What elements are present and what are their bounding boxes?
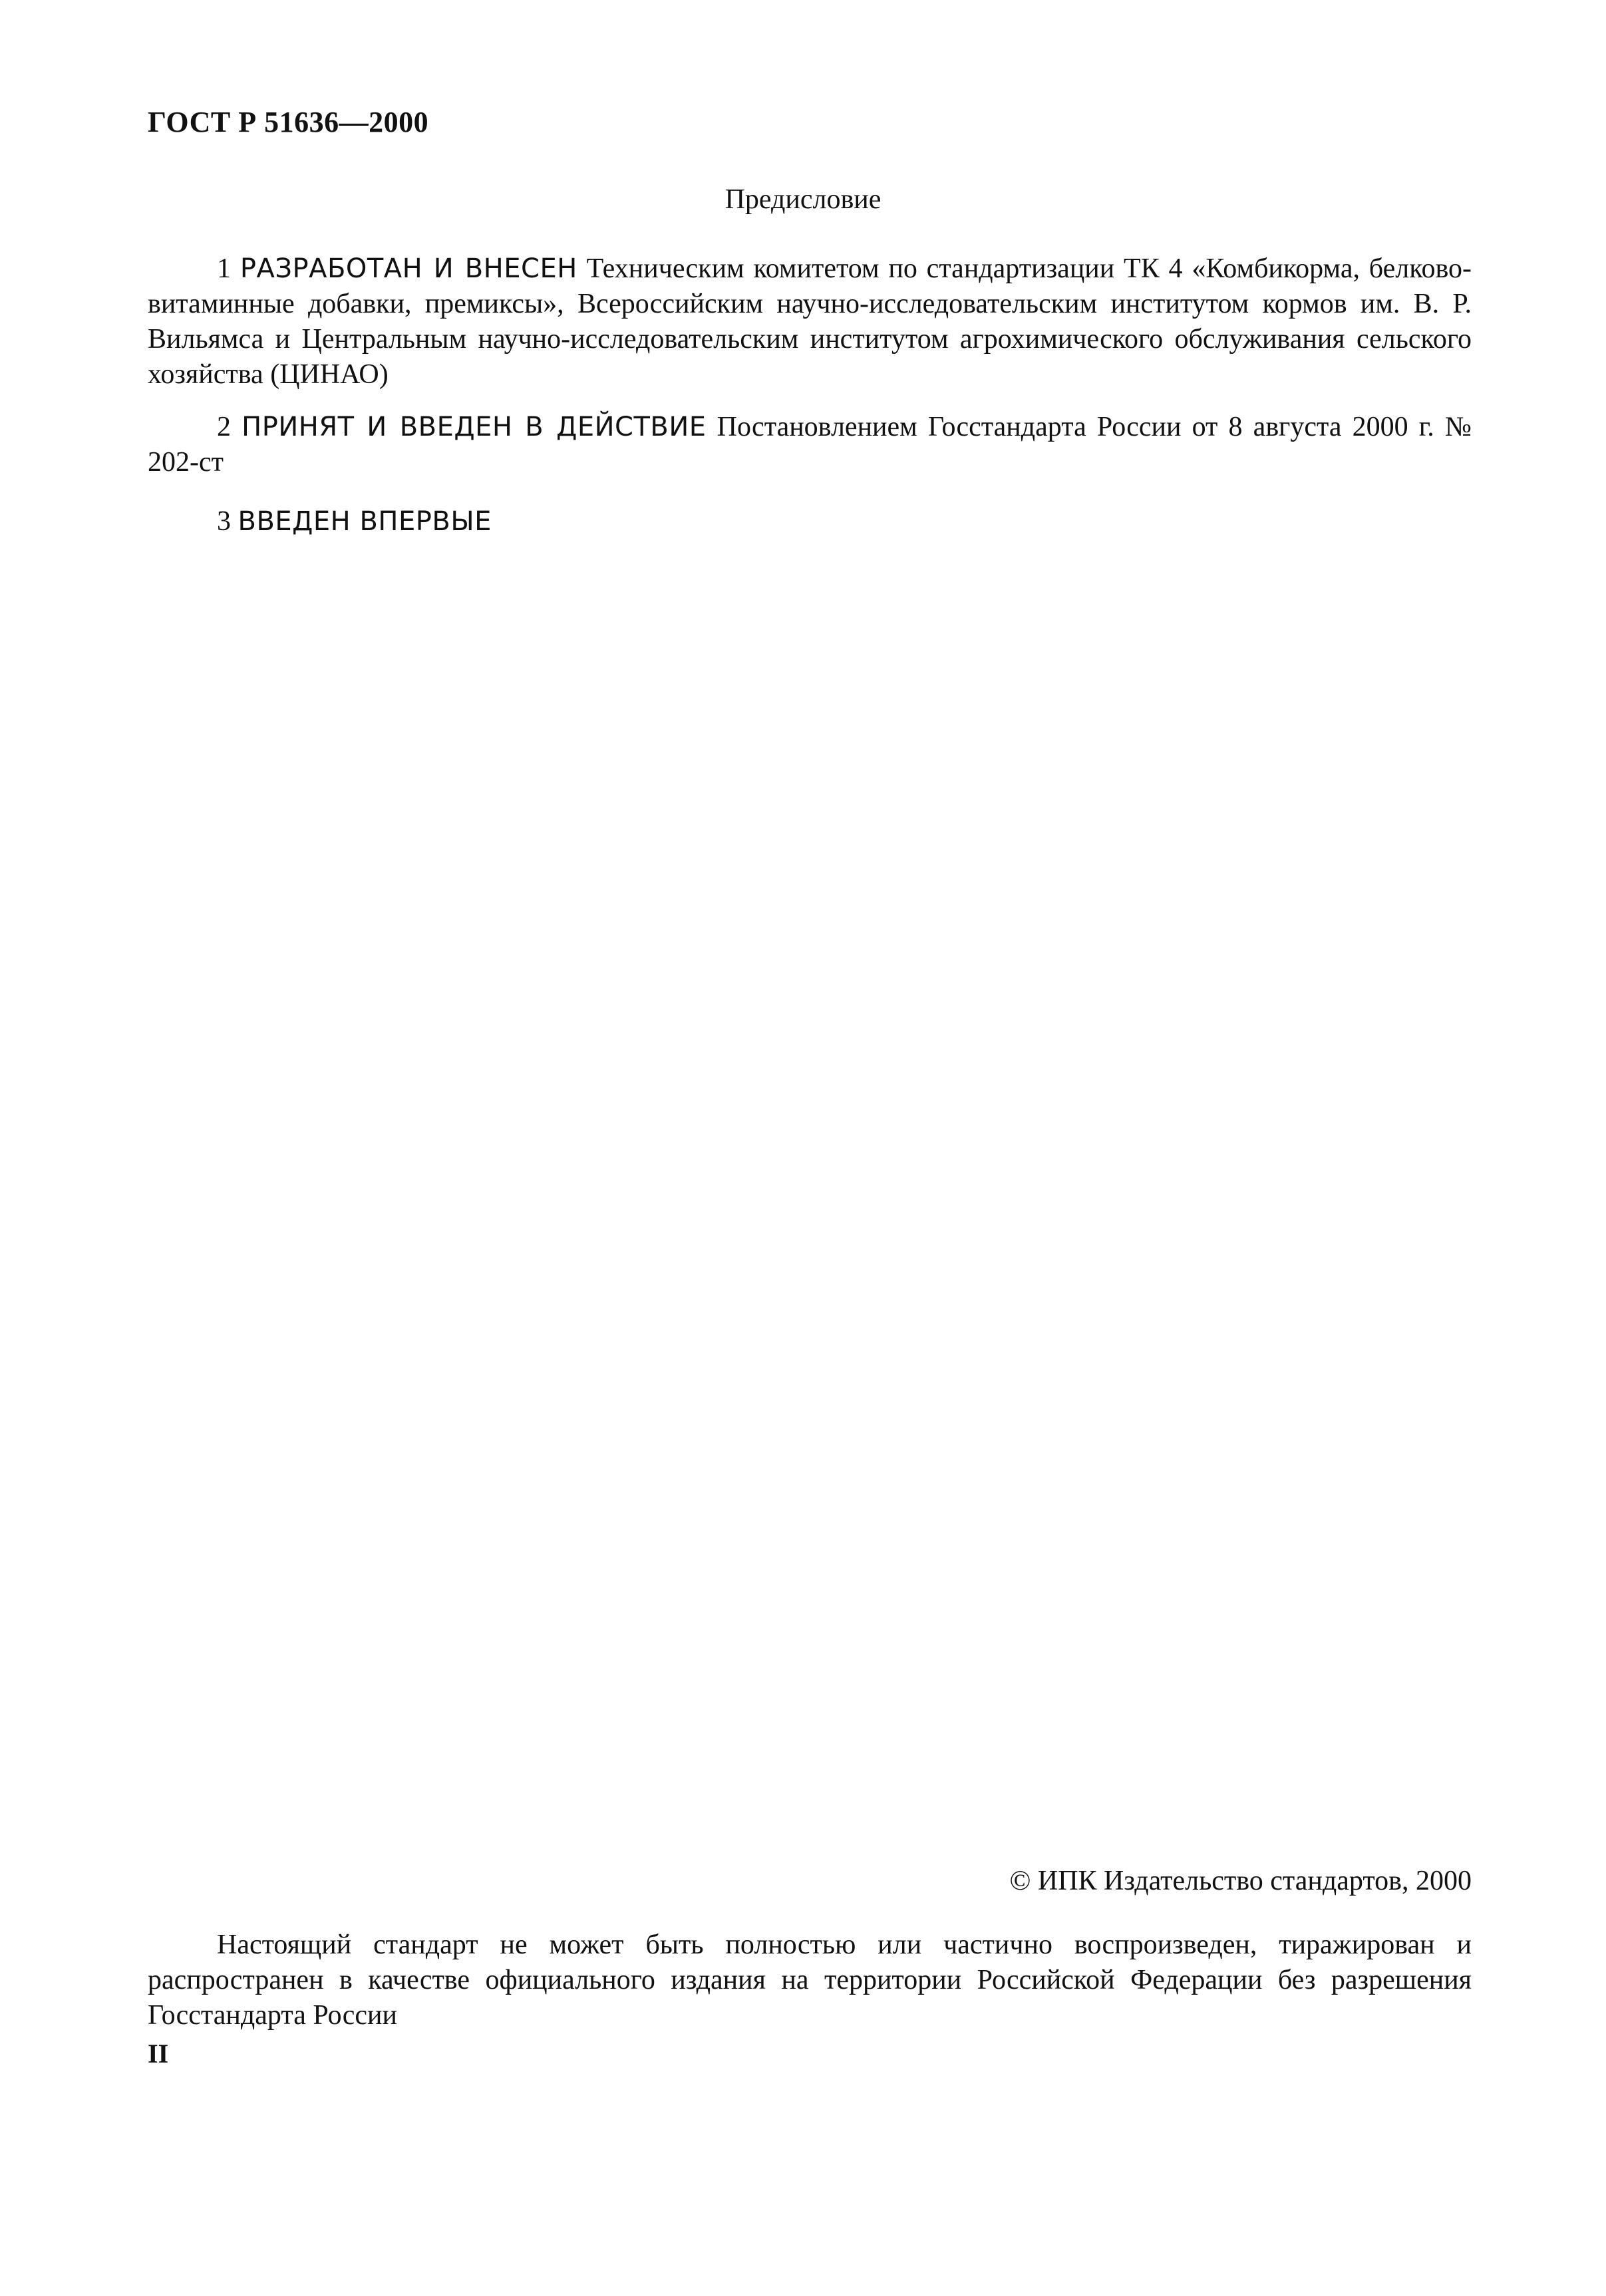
item-lead: ПРИНЯТ И ВВЕДЕН В ДЕЙСТВИЕ (241, 412, 707, 442)
reproduction-notice: Настоящий стандарт не может быть полностью или частично воспроизведен, тиражирован и распространен в качестве официального издания на территории Российской Федерации без разрешения Госстандарта России (148, 1930, 1472, 2031)
foreword-item-1 (148, 251, 1472, 392)
document-code: ГОСТ Р 51636—2000 (148, 106, 429, 138)
item-lead: РАЗРАБОТАН И ВНЕСЕН (240, 253, 577, 284)
section-title: Предисловие (724, 184, 882, 215)
item-text: Техническим комитетом по стандартизации ТК 4 «Комбикорма, белково-витаминные добавки, премиксы», Всероссийским научно-исследовательским институтом кормов им. В. Р. Вильямса и Центральным научно-исследовательским институтом агрохимического обслуживания сельского хозяйства (ЦИНАО) (148, 253, 1472, 390)
foreword-item-2 (148, 410, 1472, 480)
copyright-line: © ИПК Издательство стандартов, 2000 (1009, 1866, 1472, 1896)
item-number: 2 (217, 412, 231, 442)
foreword-item-3 (148, 504, 1472, 539)
item-lead: ВВЕДЕН ВПЕРВЫЕ (238, 506, 492, 537)
item-number: 1 (217, 253, 231, 284)
page-number: II (148, 2039, 169, 2069)
item-number: 3 (217, 506, 231, 537)
item-text: Постановлением Госстандарта России от 8 августа 2000 г. № 202-ст (148, 412, 1472, 478)
